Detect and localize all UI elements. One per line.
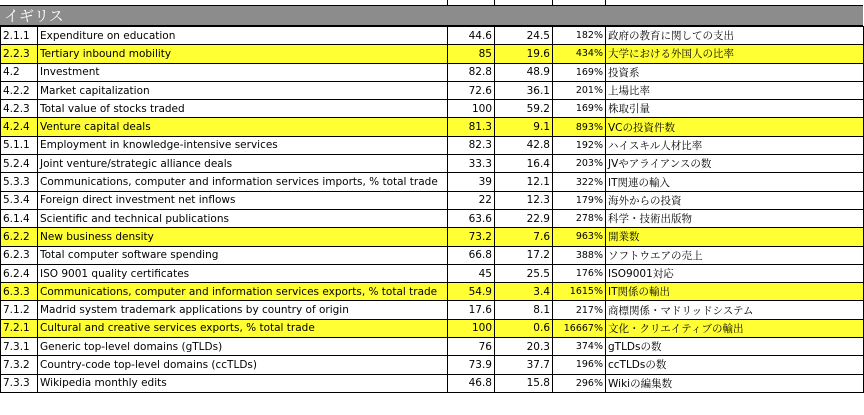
comparison-value[interactable]: 24.5 (495, 27, 553, 45)
table-row[interactable] (1, 191, 864, 209)
table-row[interactable] (1, 338, 864, 356)
indicator-code[interactable]: 5.1.1 (1, 136, 38, 154)
indicator-code[interactable]: 7.3.2 (1, 356, 38, 374)
ratio-percent[interactable]: 192% (553, 136, 606, 154)
comparison-value[interactable]: 17.2 (495, 246, 553, 264)
japanese-label[interactable]: VCの投資件数 (606, 118, 864, 136)
japanese-label[interactable]: IT関係の輸出 (606, 283, 864, 301)
comparison-value[interactable]: 0.6 (495, 319, 553, 337)
score-value[interactable]: 66.8 (448, 246, 495, 264)
ratio-percent[interactable]: 176% (553, 264, 606, 282)
indicator-name[interactable]: Total computer software spending (38, 246, 448, 264)
comparison-value[interactable]: 9.1 (495, 118, 553, 136)
score-value[interactable]: 54.9 (448, 283, 495, 301)
indicator-code[interactable]: 6.2.2 (1, 228, 38, 246)
table-row[interactable] (1, 374, 864, 392)
indicator-code[interactable]: 4.2.3 (1, 100, 38, 118)
indicator-name[interactable]: Joint venture/strategic alliance deals (38, 155, 448, 173)
comparison-value[interactable]: 16.4 (495, 155, 553, 173)
japanese-label[interactable]: gTLDsの数 (606, 338, 864, 356)
score-value[interactable]: 82.3 (448, 136, 495, 154)
comparison-value[interactable]: 42.8 (495, 136, 553, 154)
japanese-label[interactable]: IT関連の輸入 (606, 173, 864, 191)
score-value[interactable]: 100 (448, 100, 495, 118)
japanese-label[interactable]: 投資系 (606, 63, 864, 81)
score-value[interactable]: 72.6 (448, 81, 495, 99)
table-row[interactable] (1, 100, 864, 118)
indicator-name[interactable]: Madrid system trademark applications by country of origin (38, 301, 448, 319)
score-value[interactable]: 33.3 (448, 155, 495, 173)
score-value[interactable]: 100 (448, 319, 495, 337)
japanese-label[interactable]: ccTLDsの数 (606, 356, 864, 374)
score-value[interactable]: 22 (448, 191, 495, 209)
indicator-code[interactable]: 4.2 (1, 63, 38, 81)
indicator-code[interactable]: 7.3.1 (1, 338, 38, 356)
indicator-name[interactable]: ISO 9001 quality certificates (38, 264, 448, 282)
indicator-code[interactable]: 6.2.3 (1, 246, 38, 264)
japanese-label[interactable]: 大学における外国人の比率 (606, 45, 864, 63)
score-value[interactable]: 81.3 (448, 118, 495, 136)
japanese-label[interactable]: 海外からの投資 (606, 191, 864, 209)
indicator-name[interactable]: Total value of stocks traded (38, 100, 448, 118)
indicator-code[interactable]: 6.3.3 (1, 283, 38, 301)
score-value[interactable]: 63.6 (448, 209, 495, 227)
indicator-name[interactable]: Expenditure on education (38, 27, 448, 45)
ratio-percent[interactable]: 182% (553, 27, 606, 45)
top-gridlines (0, 0, 864, 5)
japanese-label[interactable]: JVやアライアンスの数 (606, 155, 864, 173)
comparison-value[interactable]: 3.4 (495, 283, 553, 301)
comparison-value[interactable]: 7.6 (495, 228, 553, 246)
comparison-value[interactable]: 25.5 (495, 264, 553, 282)
score-value[interactable]: 73.2 (448, 228, 495, 246)
score-value[interactable]: 39 (448, 173, 495, 191)
table-row[interactable] (1, 27, 864, 45)
table-row[interactable] (1, 155, 864, 173)
table-row[interactable] (1, 356, 864, 374)
table-row[interactable] (1, 319, 864, 337)
indicator-name[interactable]: Scientific and technical publications (38, 209, 448, 227)
comparison-value[interactable]: 12.1 (495, 173, 553, 191)
table-row[interactable] (1, 118, 864, 136)
score-value[interactable]: 46.8 (448, 374, 495, 392)
ratio-percent[interactable]: 296% (553, 374, 606, 392)
japanese-label[interactable]: ソフトウエアの売上 (606, 246, 864, 264)
indicator-code[interactable]: 5.3.4 (1, 191, 38, 209)
indicator-table (0, 26, 864, 393)
ratio-percent[interactable]: 217% (553, 301, 606, 319)
ratio-percent[interactable]: 169% (553, 100, 606, 118)
indicator-code[interactable]: 2.2.3 (1, 45, 38, 63)
table-row[interactable] (1, 246, 864, 264)
indicator-name[interactable]: Market capitalization (38, 81, 448, 99)
comparison-value[interactable]: 37.7 (495, 356, 553, 374)
indicator-name[interactable]: Foreign direct investment net inflows (38, 191, 448, 209)
comparison-value[interactable]: 48.9 (495, 63, 553, 81)
indicator-name[interactable]: Country-code top-level domains (ccTLDs) (38, 356, 448, 374)
indicator-name[interactable]: Wikipedia monthly edits (38, 374, 448, 392)
japanese-label[interactable]: ISO9001対応 (606, 264, 864, 282)
comparison-value[interactable]: 22.9 (495, 209, 553, 227)
indicator-code[interactable]: 7.3.3 (1, 374, 38, 392)
ratio-percent[interactable]: 16667% (553, 319, 606, 337)
table-row[interactable] (1, 228, 864, 246)
table-row[interactable] (1, 81, 864, 99)
indicator-name[interactable]: Communications, computer and information services exports, % total trade (38, 283, 448, 301)
japanese-label[interactable]: ハイスキル人材比率 (606, 136, 864, 154)
ratio-percent[interactable]: 374% (553, 338, 606, 356)
ratio-percent[interactable]: 893% (553, 118, 606, 136)
table-row[interactable] (1, 173, 864, 191)
japanese-label[interactable]: 上場比率 (606, 81, 864, 99)
indicator-code[interactable]: 4.2.2 (1, 81, 38, 99)
comparison-value[interactable]: 36.1 (495, 81, 553, 99)
ratio-percent[interactable]: 203% (553, 155, 606, 173)
indicator-code[interactable]: 6.2.4 (1, 264, 38, 282)
ratio-percent[interactable]: 278% (553, 209, 606, 227)
japanese-label[interactable]: 政府の教育に関しての支出 (606, 27, 864, 45)
ratio-percent[interactable]: 201% (553, 81, 606, 99)
ratio-percent[interactable]: 179% (553, 191, 606, 209)
indicator-name[interactable]: Venture capital deals (38, 118, 448, 136)
ratio-percent[interactable]: 434% (553, 45, 606, 63)
country-title: イギリス (0, 5, 863, 26)
indicator-name[interactable]: Generic top-level domains (gTLDs) (38, 338, 448, 356)
indicator-name[interactable]: Tertiary inbound mobility (38, 45, 448, 63)
comparison-value[interactable]: 15.8 (495, 374, 553, 392)
table-row[interactable] (1, 45, 864, 63)
japanese-label[interactable]: Wikiの編集数 (606, 374, 864, 392)
indicator-code[interactable]: 4.2.4 (1, 118, 38, 136)
japanese-label[interactable]: 文化・クリエイティブの輸出 (606, 319, 864, 337)
table-row[interactable] (1, 209, 864, 227)
table-row[interactable] (1, 301, 864, 319)
indicator-code[interactable]: 6.1.4 (1, 209, 38, 227)
score-value[interactable]: 45 (448, 264, 495, 282)
indicator-code[interactable]: 7.1.2 (1, 301, 38, 319)
indicator-code[interactable]: 5.2.4 (1, 155, 38, 173)
indicator-name[interactable]: Cultural and creative services exports, % total trade (38, 319, 448, 337)
score-value[interactable]: 44.6 (448, 27, 495, 45)
indicator-name[interactable]: Communications, computer and information services imports, % total trade (38, 173, 448, 191)
ratio-percent[interactable]: 322% (553, 173, 606, 191)
indicator-code[interactable]: 5.3.3 (1, 173, 38, 191)
japanese-label[interactable]: 科学・技術出版物 (606, 209, 864, 227)
ratio-percent[interactable]: 196% (553, 356, 606, 374)
comparison-value[interactable]: 19.6 (495, 45, 553, 63)
japanese-label[interactable]: 商標関係・マドリッドシステム (606, 301, 864, 319)
comparison-value[interactable]: 8.1 (495, 301, 553, 319)
comparison-value[interactable]: 59.2 (495, 100, 553, 118)
ratio-percent[interactable]: 388% (553, 246, 606, 264)
score-value[interactable]: 73.9 (448, 356, 495, 374)
indicator-code[interactable]: 7.2.1 (1, 319, 38, 337)
score-value[interactable]: 76 (448, 338, 495, 356)
japanese-label[interactable]: 株取引量 (606, 100, 864, 118)
table-row[interactable] (1, 264, 864, 282)
comparison-value[interactable]: 12.3 (495, 191, 553, 209)
indicator-name[interactable]: Employment in knowledge-intensive services (38, 136, 448, 154)
score-value[interactable]: 85 (448, 45, 495, 63)
indicator-code[interactable]: 2.1.1 (1, 27, 38, 45)
ratio-percent[interactable]: 1615% (553, 283, 606, 301)
ratio-percent[interactable]: 963% (553, 228, 606, 246)
score-value[interactable]: 17.6 (448, 301, 495, 319)
japanese-label[interactable]: 開業数 (606, 228, 864, 246)
indicator-name[interactable]: New business density (38, 228, 448, 246)
table-row[interactable] (1, 136, 864, 154)
score-value[interactable]: 82.8 (448, 63, 495, 81)
table-row[interactable] (1, 63, 864, 81)
comparison-value[interactable]: 20.3 (495, 338, 553, 356)
indicator-name[interactable]: Investment (38, 63, 448, 81)
table-row[interactable] (1, 283, 864, 301)
ratio-percent[interactable]: 169% (553, 63, 606, 81)
